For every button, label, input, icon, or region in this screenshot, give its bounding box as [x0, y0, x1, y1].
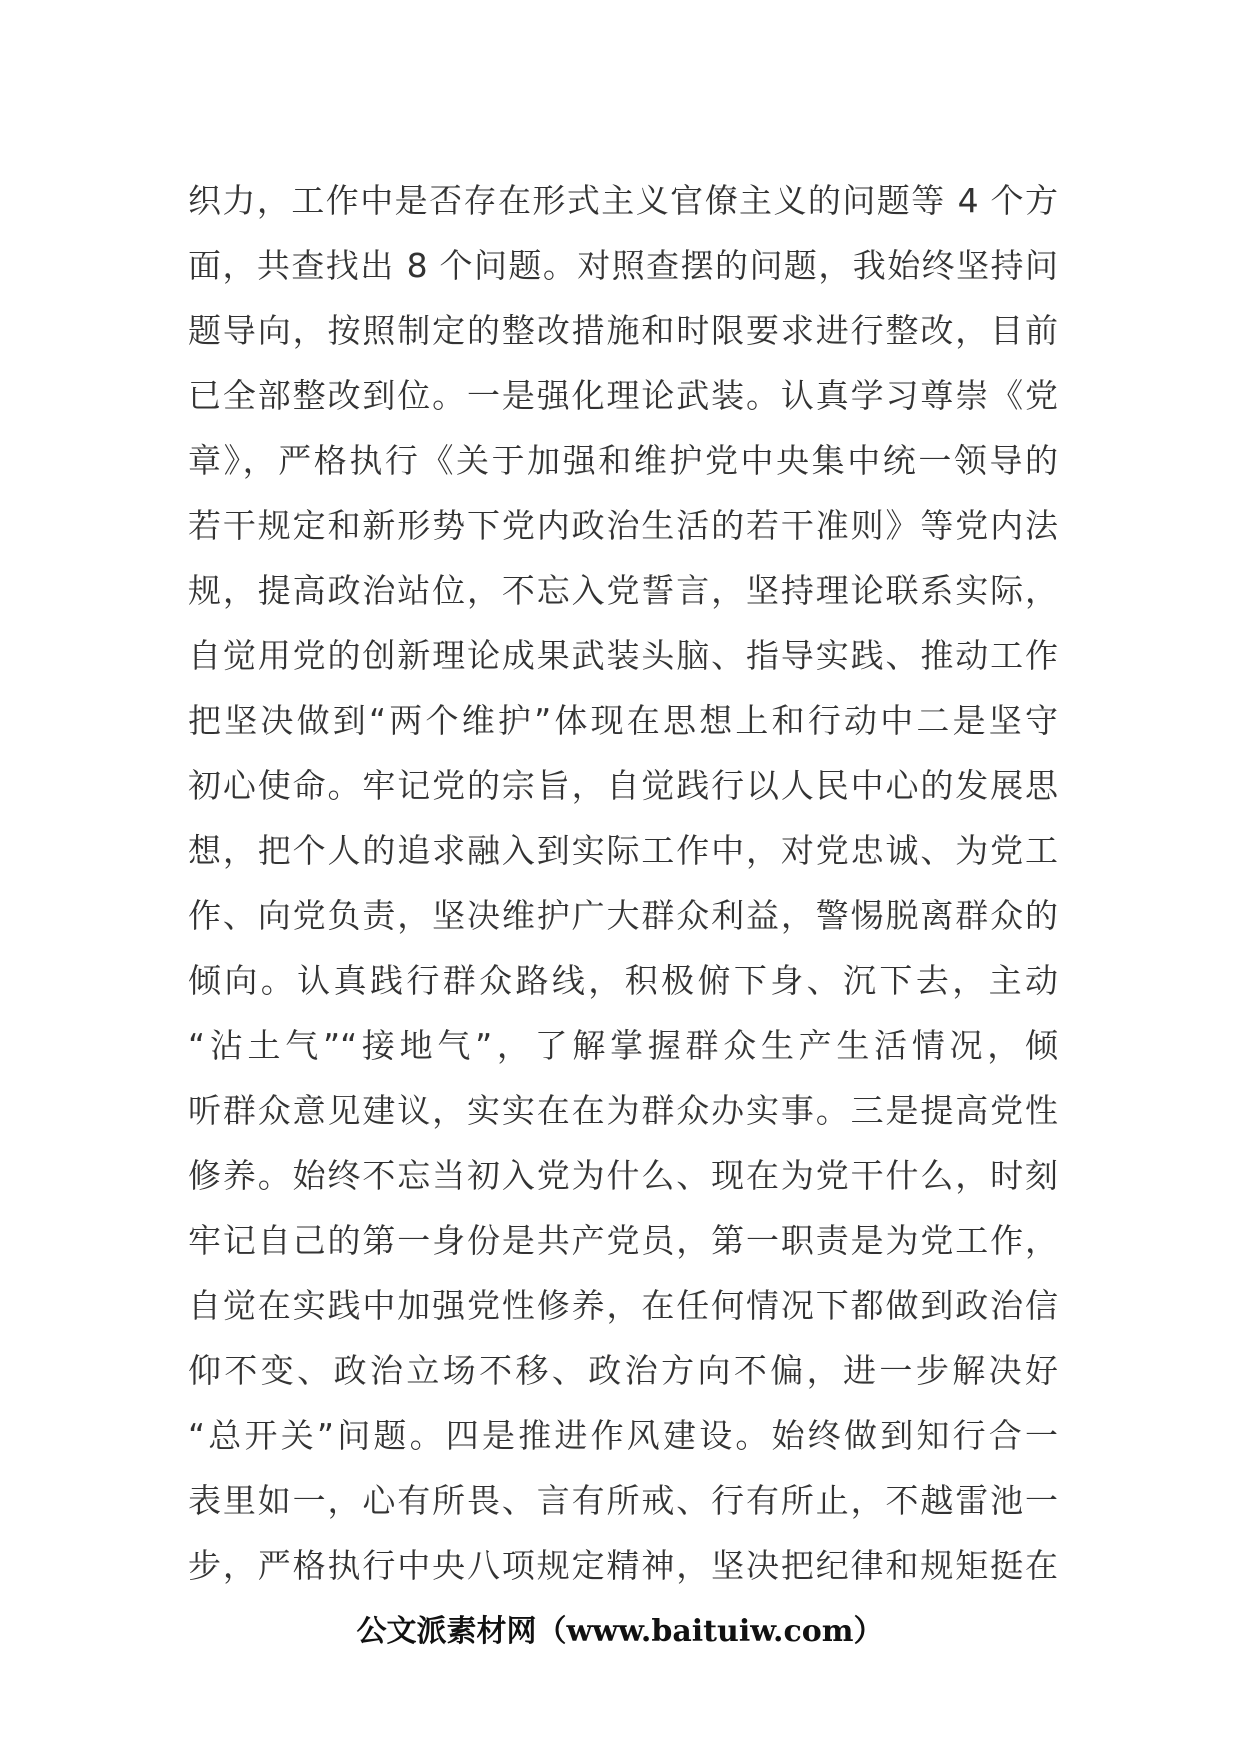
text-line: 面，共查找出 8 个问题。对照查摆的问题，我始终坚持问	[188, 246, 1058, 285]
footer-watermark: 公文派素材网（www.baituiw.com）	[356, 1614, 884, 1649]
text-line: 已全部整改到位。一是强化理论武装。认真学习尊崇《党	[188, 376, 1058, 415]
text-line: “总开关”问题。四是推进作风建设。始终做到知行合一	[188, 1416, 1058, 1455]
text-line: 仰不变、政治立场不移、政治方向不偏，进一步解决好	[188, 1351, 1058, 1390]
text-line: 规，提高政治站位，不忘入党誓言，坚持理论联系实际，	[188, 571, 1058, 610]
text-line: “沾土气”“接地气”，了解掌握群众生产生活情况，倾	[188, 1026, 1058, 1065]
text-line: 步，严格执行中央八项规定精神，坚决把纪律和规矩挺在	[188, 1546, 1058, 1585]
text-line: 把坚决做到“两个维护”体现在思想上和行动中二是坚守	[188, 701, 1058, 740]
text-line: 听群众意见建议，实实在在为群众办实事。三是提高党性	[188, 1091, 1058, 1130]
text-line: 初心使命。牢记党的宗旨，自觉践行以人民中心的发展思	[188, 766, 1058, 805]
text-line: 章》，严格执行《关于加强和维护党中央集中统一领导的	[188, 441, 1058, 480]
text-line: 想，把个人的追求融入到实际工作中，对党忠诚、为党工	[188, 831, 1058, 870]
text-line: 牢记自己的第一身份是共产党员，第一职责是为党工作，	[188, 1221, 1058, 1260]
text-line: 若干规定和新形势下党内政治生活的若干准则》等党内法	[188, 506, 1058, 545]
text-line: 表里如一，心有所畏、言有所戒、行有所止，不越雷池一	[188, 1481, 1058, 1520]
text-line: 作、向党负责，坚决维护广大群众利益，警惕脱离群众的	[188, 896, 1058, 935]
text-line: 倾向。认真践行群众路线，积极俯下身、沉下去，主动	[188, 961, 1058, 1000]
text-line: 题导向，按照制定的整改措施和时限要求进行整改，目前	[188, 311, 1058, 350]
text-line: 自觉用党的创新理论成果武装头脑、指导实践、推动工作	[188, 636, 1058, 675]
text-line: 修养。始终不忘当初入党为什么、现在为党干什么，时刻	[188, 1156, 1058, 1195]
text-line: 自觉在实践中加强党性修养，在任何情况下都做到政治信	[188, 1286, 1058, 1325]
text-line: 织力，工作中是否存在形式主义官僚主义的问题等 4 个方	[188, 181, 1058, 220]
body-text	[188, 168, 1058, 1598]
